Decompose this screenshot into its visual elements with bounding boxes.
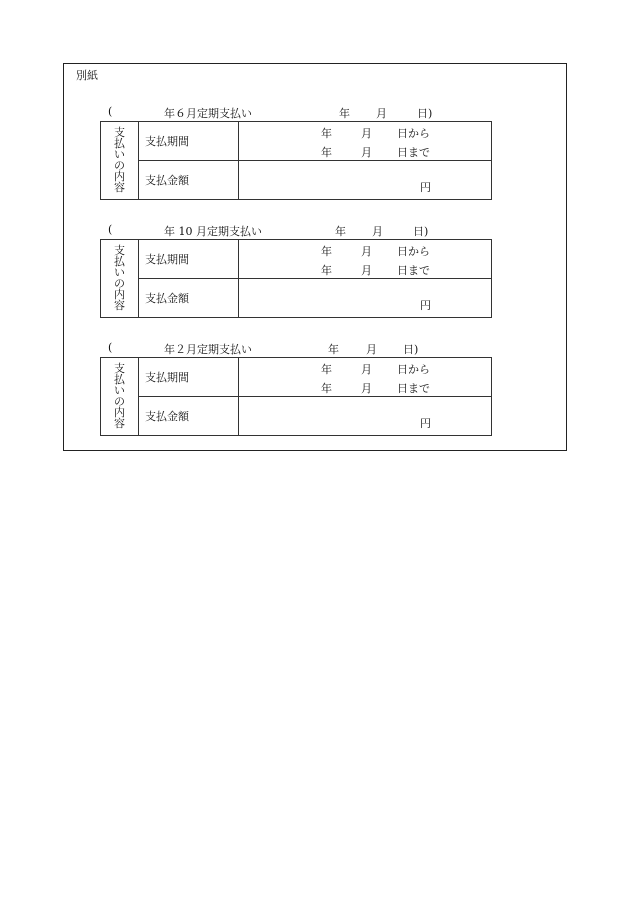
vertical-label-cell: [101, 358, 139, 436]
header-day: 日): [403, 343, 419, 356]
header-year: 年: [328, 343, 339, 356]
amount-value-cell[interactable]: [239, 161, 492, 200]
period-row: [101, 240, 492, 279]
amount-label: 支払金額: [139, 397, 239, 436]
section-header: [100, 341, 492, 357]
vertical-label-cell: [101, 122, 139, 200]
from-month: 月: [361, 363, 372, 376]
period-from-line: [239, 122, 491, 141]
amount-row: [101, 161, 492, 200]
period-to-line: [239, 259, 491, 278]
header-paren-open: (: [108, 341, 113, 354]
header-day: 日): [413, 225, 429, 238]
header-title: 年６月定期支払い: [164, 107, 252, 120]
period-label: 支払期間: [139, 122, 239, 161]
header-paren-open: (: [108, 223, 113, 236]
yen-unit: 円: [420, 181, 431, 194]
vertical-label: 支払いの内容: [114, 244, 125, 312]
page-label: 別紙: [76, 69, 98, 82]
from-day: 日から: [397, 127, 430, 140]
period-value-cell[interactable]: [239, 122, 492, 161]
section-header: [100, 105, 492, 121]
to-month: 月: [361, 382, 372, 395]
period-from-line: [239, 358, 491, 377]
amount-row: [101, 279, 492, 318]
amount-value-cell[interactable]: [239, 279, 492, 318]
to-day: 日まで: [397, 146, 430, 159]
payment-section-february: [100, 341, 492, 436]
period-row: [101, 122, 492, 161]
vertical-label: 支払いの内容: [114, 126, 125, 194]
amount-value-cell[interactable]: [239, 397, 492, 436]
header-paren-open: (: [108, 105, 113, 118]
period-value-cell[interactable]: [239, 358, 492, 397]
to-year: 年: [321, 264, 332, 277]
to-month: 月: [361, 146, 372, 159]
period-label: 支払期間: [139, 358, 239, 397]
payment-table: [100, 239, 492, 318]
header-month: 月: [366, 343, 377, 356]
from-month: 月: [361, 127, 372, 140]
payment-section-october: [100, 223, 492, 318]
from-day: 日から: [397, 245, 430, 258]
from-year: 年: [321, 245, 332, 258]
yen-unit: 円: [420, 299, 431, 312]
amount-label: 支払金額: [139, 279, 239, 318]
from-year: 年: [321, 363, 332, 376]
period-from-line: [239, 240, 491, 259]
payment-table: [100, 121, 492, 200]
header-title: 年２月定期支払い: [164, 343, 252, 356]
period-label: 支払期間: [139, 240, 239, 279]
to-year: 年: [321, 146, 332, 159]
payment-section-june: [100, 105, 492, 200]
amount-label: 支払金額: [139, 161, 239, 200]
period-row: [101, 358, 492, 397]
header-year: 年: [339, 107, 350, 120]
from-day: 日から: [397, 363, 430, 376]
vertical-label-cell: [101, 240, 139, 318]
period-to-line: [239, 141, 491, 160]
header-month: 月: [372, 225, 383, 238]
payment-table: [100, 357, 492, 436]
vertical-label: 支払いの内容: [114, 362, 125, 430]
yen-unit: 円: [420, 417, 431, 430]
to-month: 月: [361, 264, 372, 277]
header-month: 月: [376, 107, 387, 120]
to-day: 日まで: [397, 264, 430, 277]
from-year: 年: [321, 127, 332, 140]
to-year: 年: [321, 382, 332, 395]
to-day: 日まで: [397, 382, 430, 395]
amount-row: [101, 397, 492, 436]
period-value-cell[interactable]: [239, 240, 492, 279]
header-day: 日): [417, 107, 433, 120]
header-year: 年: [335, 225, 346, 238]
from-month: 月: [361, 245, 372, 258]
period-to-line: [239, 377, 491, 396]
section-header: [100, 223, 492, 239]
header-title: 年 10 月定期支払い: [164, 225, 262, 238]
